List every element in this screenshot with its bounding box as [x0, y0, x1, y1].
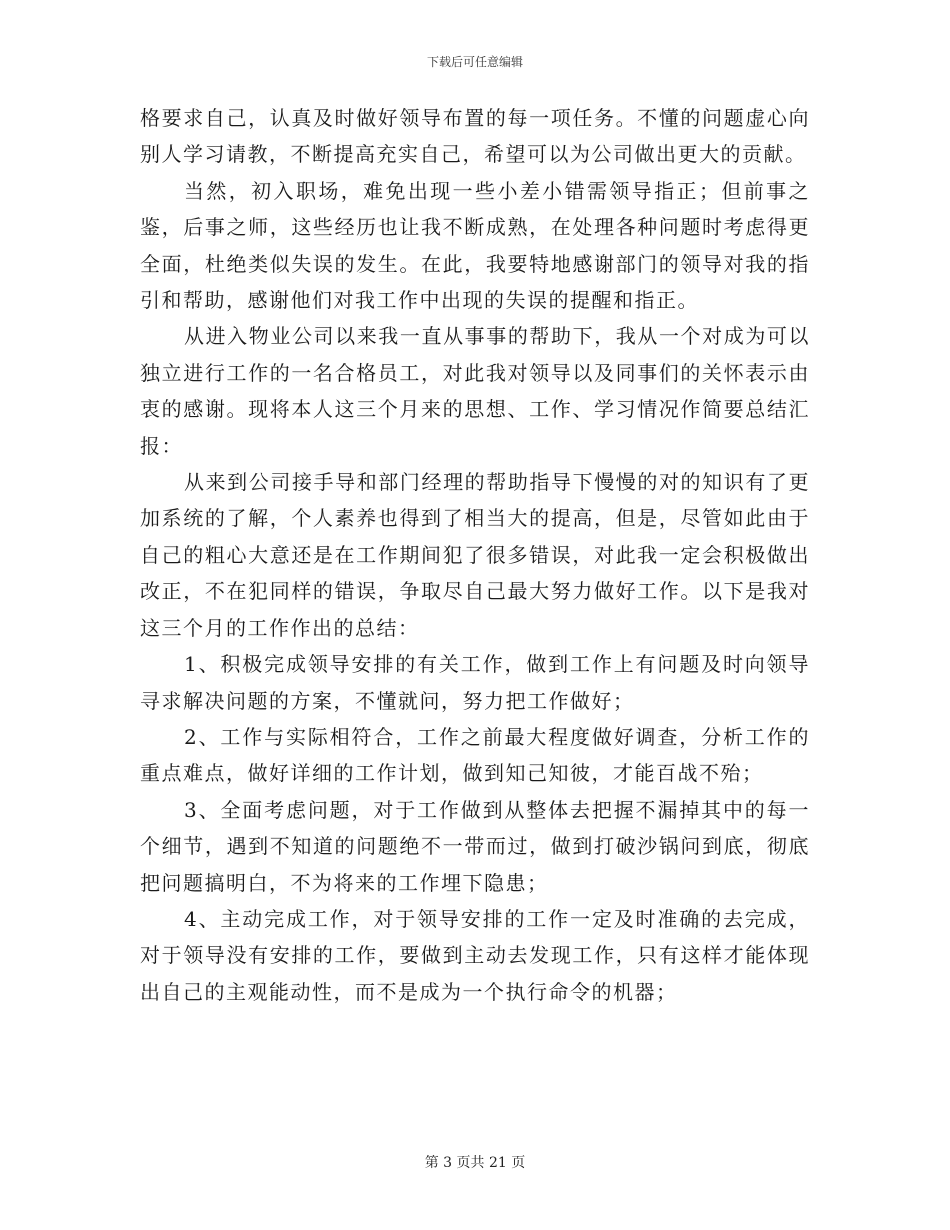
paragraph-2: 当然，初入职场，难免出现一些小差小错需领导指正；但前事之鉴，后事之师，这些经历也让我不断成熟，在处理各种问题时考虑得更全面，杜绝类似失误的发生。在此，我要特地感谢部门的领导对我的指引和帮助，感谢他们对我工作中出现的失误的提醒和指正。	[140, 178, 810, 313]
paragraph-4: 从来到公司接手导和部门经理的帮助指导下慢慢的对的知识有了更加系统的了解，个人素养也得到了相当大的提高，但是，尽管如此由于自己的粗心大意还是在工作期间犯了很多错误，对此我一定会积极做出改正，不在犯同样的错误，争取尽自己最大努力做好工作。以下是我对这三个月的工作作出的总结：	[140, 470, 810, 640]
list-item-3: 3、全面考虑问题，对于工作做到从整体去把握不漏掉其中的每一个细节，遇到不知道的问题绝不一带而过，做到打破沙锅问到底，彻底把问题搞明白，不为将来的工作埋下隐患；	[140, 797, 810, 895]
list-item-4: 4、主动完成工作，对于领导安排的工作一定及时准确的去完成，对于领导没有安排的工作，要做到主动去发现工作，只有这样才能体现出自己的主观能动性，而不是成为一个执行命令的机器；	[140, 906, 810, 1004]
paragraph-1: 格要求自己，认真及时做好领导布置的每一项任务。不懂的问题虚心向别人学习请教，不断提高充实自己，希望可以为公司做出更大的贡献。	[140, 106, 810, 167]
page-header: 下载后可任意编辑	[426, 55, 523, 69]
page-number-footer: 第 3 页共 21 页	[424, 1155, 526, 1171]
paragraph-3: 从进入物业公司以来我一直从事事的帮助下，我从一个对成为可以独立进行工作的一名合格员工，对此我对领导以及同事们的关怀表示由衷的感谢。现将本人这三个月来的思想、工作、学习情况作简要总结汇报：	[140, 324, 810, 458]
list-item-1: 1、积极完成领导安排的有关工作，做到工作上有问题及时向领导寻求解决问题的方案，不懂就问，努力把工作做好；	[140, 652, 810, 713]
list-item-2: 2、工作与实际相符合，工作之前最大程度做好调查，分析工作的重点难点，做好详细的工作计划，做到知己知彼，才能百战不殆；	[140, 724, 810, 786]
document-body	[140, 100, 810, 1010]
